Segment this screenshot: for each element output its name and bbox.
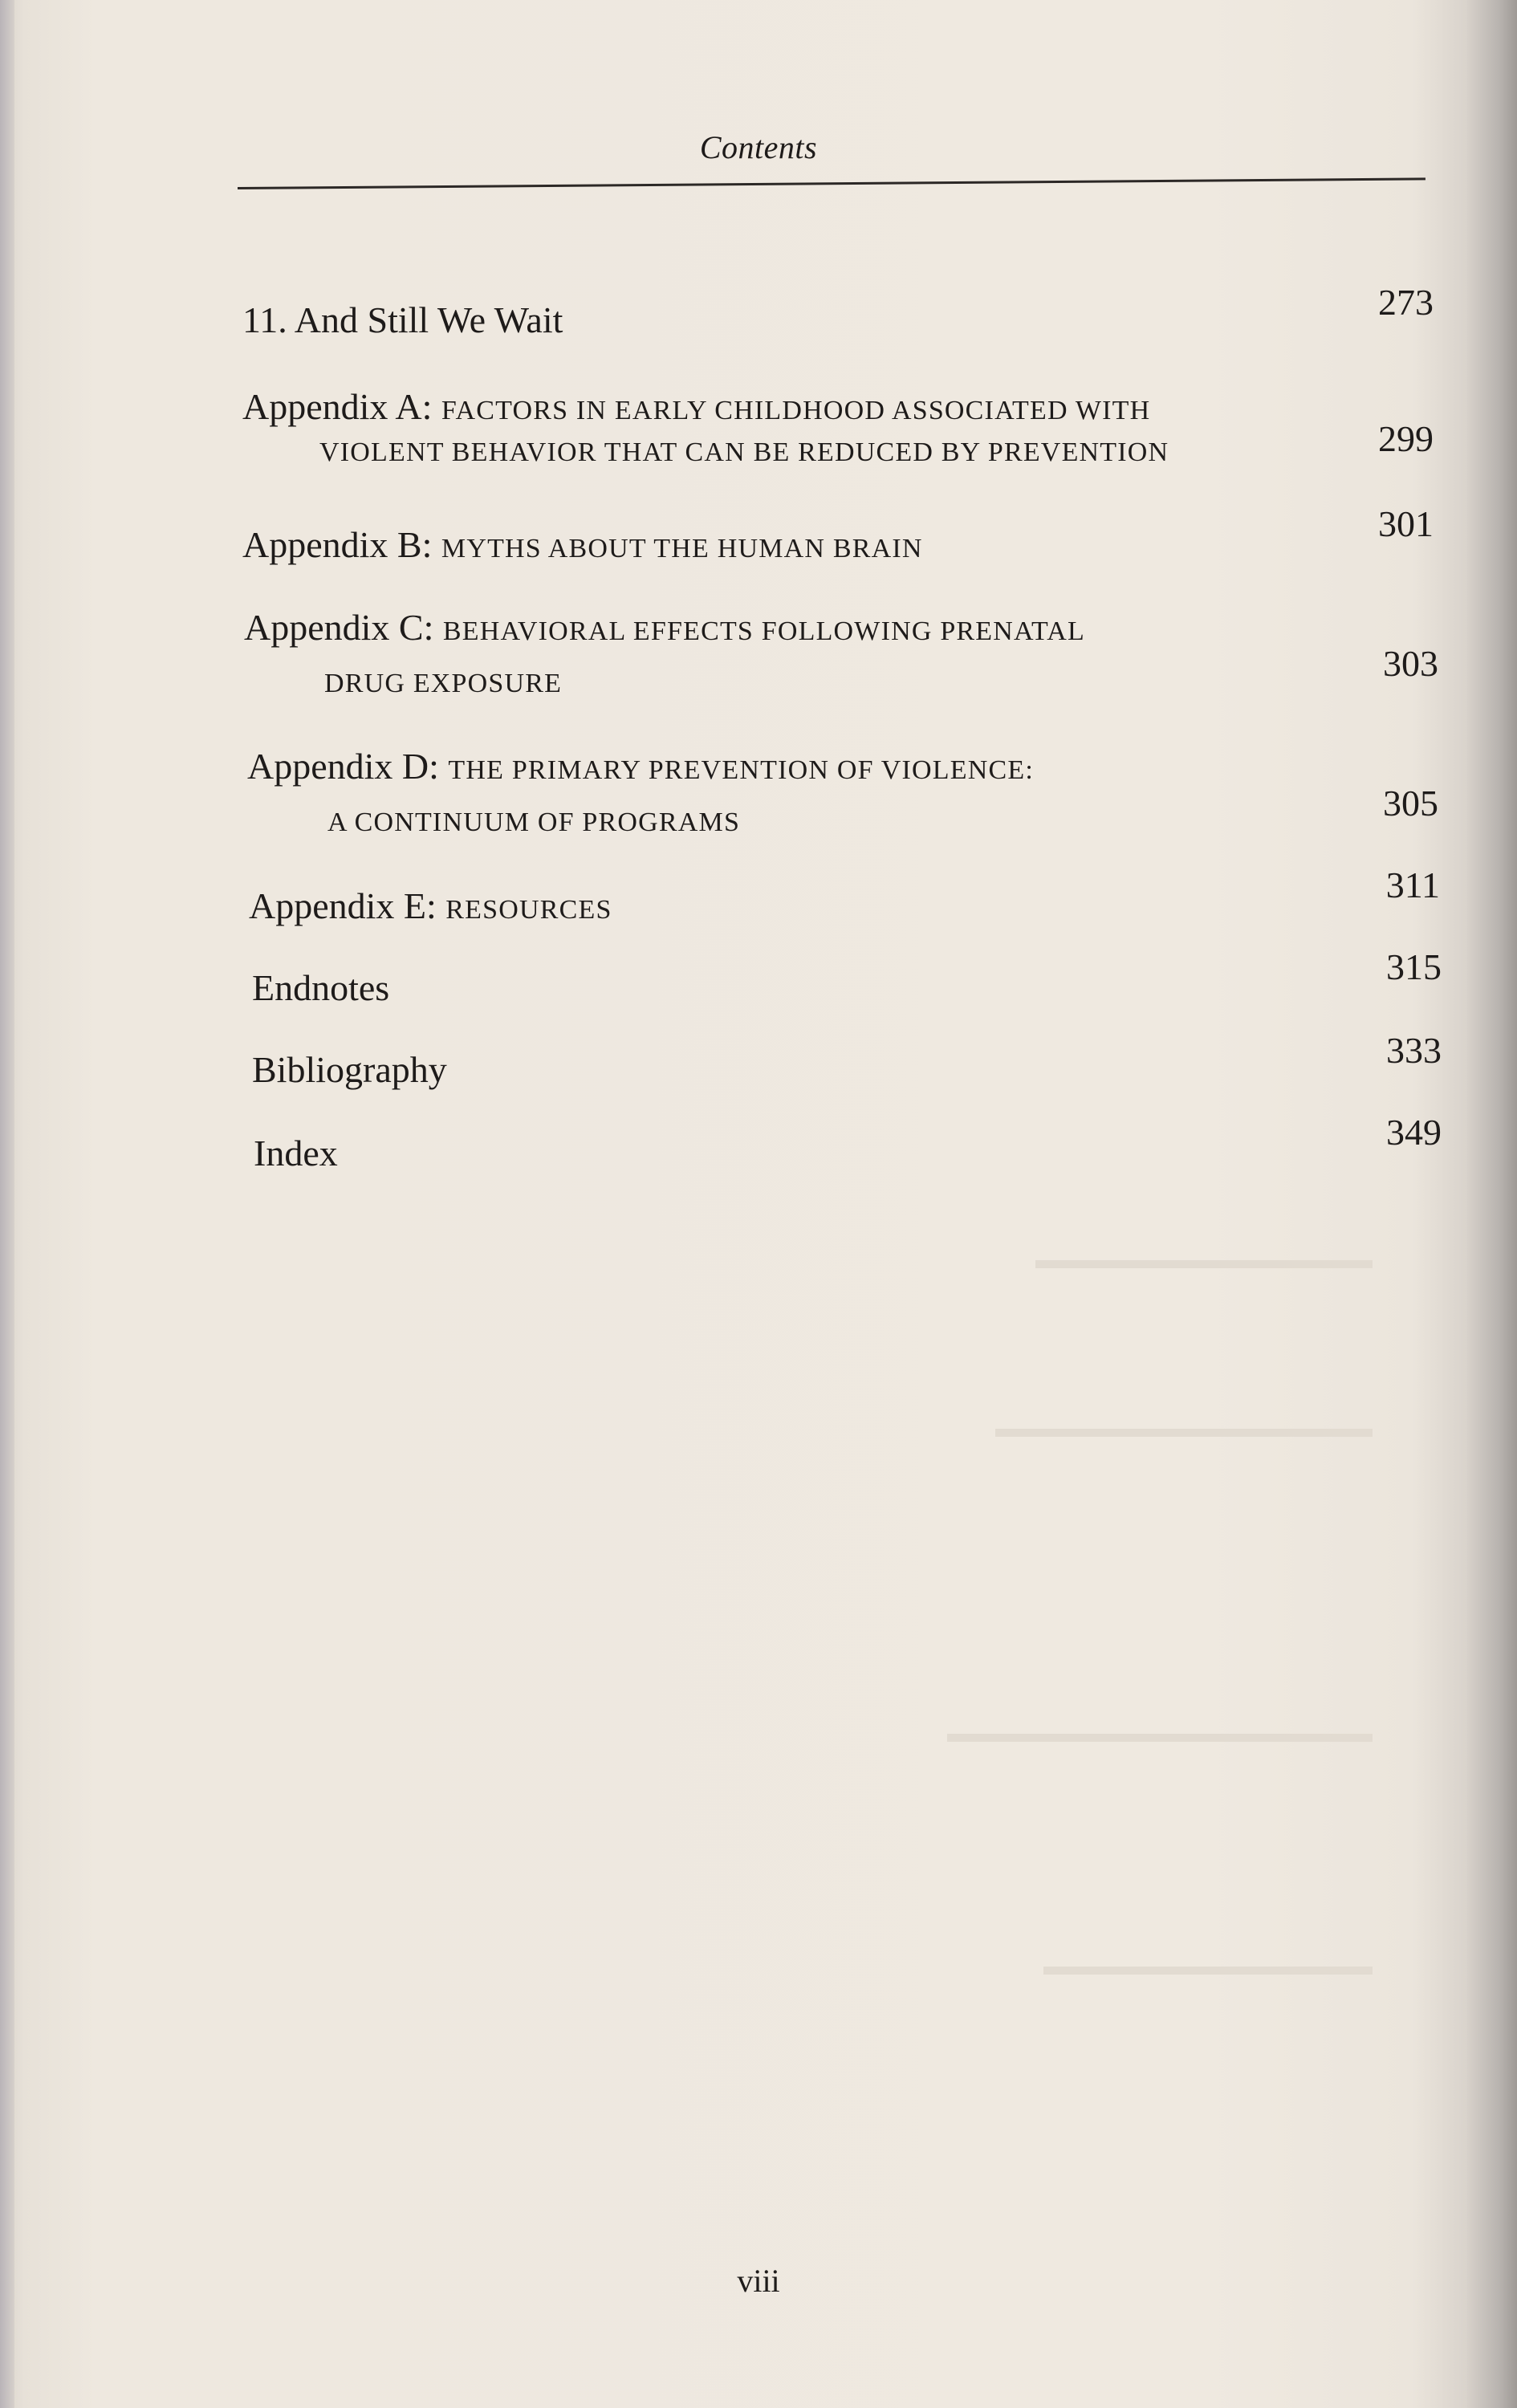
toc-page-number: 315 [1386,946,1442,987]
entry-label: Appendix C: [244,607,434,648]
entry-subtitle: MYTHS ABOUT THE HUMAN BRAIN [441,534,923,563]
running-head: Contents [699,129,818,165]
entry-subtitle: THE PRIMARY PREVENTION OF VIOLENCE: [448,755,1034,785]
toc-page-number: 311 [1385,864,1440,905]
entry-label: Appendix D: [247,746,439,787]
toc-page-number: 299 [1378,418,1434,459]
toc-entry-bibliography [252,1048,447,1091]
toc-entry-appendix-b [242,523,923,566]
entry-label: Appendix B: [242,524,433,565]
entry-subtitle: BEHAVIORAL EFFECTS FOLLOWING PRENATAL [442,616,1085,646]
entry-title: Bibliography [252,1049,447,1090]
entry-title: Index [254,1133,338,1173]
entry-label: Appendix A: [242,386,433,427]
entry-label: Appendix E: [249,885,437,926]
entry-label: 11. [242,299,287,340]
toc-page-number: 301 [1378,503,1434,544]
entry-subtitle-continuation: DRUG EXPOSURE [324,669,563,698]
page-folio: viii [737,2263,780,2299]
entry-subtitle: FACTORS IN EARLY CHILDHOOD ASSOCIATED WITH [441,396,1151,425]
entry-subtitle-continuation: VIOLENT BEHAVIOR THAT CAN BE REDUCED BY PREVENTION [319,437,1169,467]
entry-title: And Still We Wait [294,299,563,340]
toc-page-number: 303 [1383,643,1438,684]
entry-title: Endnotes [252,967,390,1008]
entry-subtitle-continuation: A CONTINUUM OF PROGRAMS [327,807,741,837]
toc-page-number: 305 [1383,783,1438,824]
toc-page-number: 349 [1386,1112,1442,1153]
toc-entry-appendix-d [247,745,1034,787]
toc-entry-index [254,1132,338,1174]
toc-entry-appendix-a [242,385,1150,428]
toc-page-number: 333 [1386,1030,1442,1071]
toc-entry-11 [242,299,563,341]
toc-entry-endnotes [252,966,389,1009]
toc-entry-appendix-c [244,606,1085,649]
toc-entry-appendix-e [249,885,612,927]
toc-page-number: 273 [1378,282,1434,323]
entry-subtitle: RESOURCES [445,895,612,925]
